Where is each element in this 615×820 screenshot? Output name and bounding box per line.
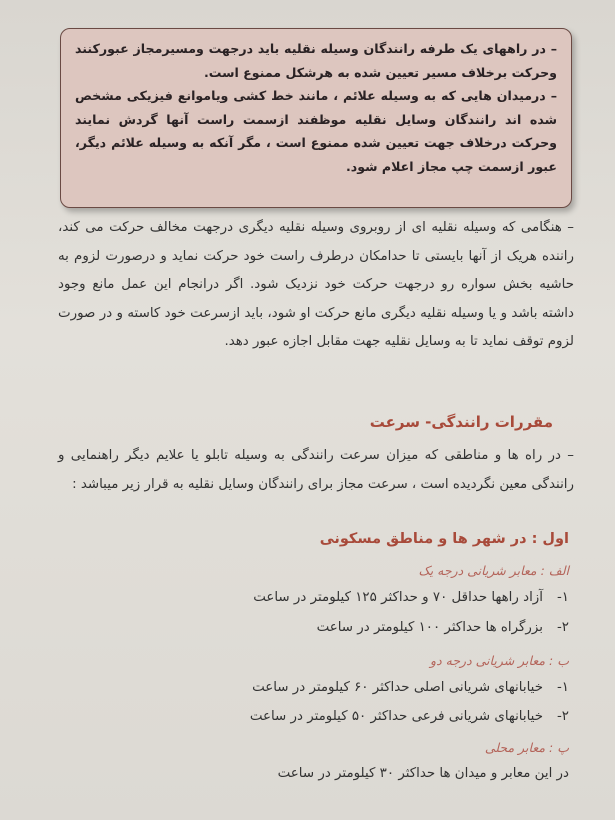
highlight-note-box <box>60 28 572 208</box>
paragraph-speed-limits-intro <box>58 442 574 499</box>
paragraph-speed-intro-text: – در راه ها و مناطقی که میزان سرعت رانندگی به وسیله تابلو یا علایم دیگر راهنمایی و رانندگی معین نگردیده است ، سرعت مجاز برای رانندگان وسایل نقلیه به قرار زیر میباشد : <box>58 448 574 492</box>
list-item-number: ۱- <box>556 680 569 695</box>
paragraph-oncoming-text: – هنگامی که وسیله نقلیه ای از روبروی وسیله نقلیه دیگری درجهت مخالف حرکت می کند، راننده هریک از آنها بایستی تا حدامکان درطرف راست خود حرکت نماید و درصورت لزوم به حاشیه بخش سواره رو درجهت حرکت خود نزدیک شود. اگر درانجام این عمل مانع وجود داشته باشد و یا وسیله نقلیه دیگری مانع حرکت او شود، باید ازسرعت خود کاسته و در صورت لزوم توقف نماید تا به وسایل نقلیه جهت مقابل اجازه عبور دهد. <box>58 220 574 349</box>
note-paragraph-one-way-roads: – در راههای یک طرفه رانندگان وسیله نقلیه باید درجهت ومسیرمجاز عبورکنند وحرکت برخلاف مسیر تعیین شده به هرشکل ممنوع است. <box>75 41 557 80</box>
list-item-number: ۲- <box>556 620 569 635</box>
list-item-minor-arterial-streets <box>250 709 569 724</box>
list-item-number: ۲- <box>556 709 569 724</box>
note-paragraph-roundabouts: – درمیدان هایی که به وسیله علائم ، مانند خط کشی ویاموانع فیزیکی مشخص شده اند رانندگان وسایل نقلیه موظفند ازسمت راست آنها گردش نمایند وحرکت درخلاف جهت تعیین شده ممنوع است ، مگر آنکه به وسیله علائم دیگر، عبور ازسمت چپ مجاز اعلام شود. <box>75 88 557 174</box>
paragraph-oncoming-vehicles <box>58 214 574 357</box>
list-item-number: ۱- <box>556 590 569 605</box>
category-arterial-grade-two: ب : معابر شریانی درجه دو <box>430 653 569 668</box>
list-item-highways <box>317 620 569 635</box>
list-item-text: خیابانهای شریانی اصلی حداکثر ۶۰ کیلومتر در ساعت <box>252 680 543 695</box>
list-item-text: آزاد راهها حداقل ۷۰ و حداکثر ۱۲۵ کیلومتر در ساعت <box>253 590 543 605</box>
list-item-freeways <box>253 590 569 605</box>
section-heading-speed: مقررات رانندگی- سرعت <box>369 413 553 431</box>
sub-heading-urban-areas: اول : در شهر ها و مناطق مسکونی <box>319 531 569 547</box>
category-local-streets: پ : معابر محلی <box>484 740 569 755</box>
category-arterial-grade-one: الف : معابر شریانی درجه یک <box>418 563 569 578</box>
list-item-text: خیابانهای شریانی فرعی حداکثر ۵۰ کیلومتر در ساعت <box>249 709 543 724</box>
list-item-text: بزرگراه ها حداکثر ۱۰۰ کیلومتر در ساعت <box>316 620 543 635</box>
list-item-main-arterial-streets <box>252 680 569 695</box>
list-item-local-streets <box>278 766 569 781</box>
list-item-text: در این معابر و میدان ها حداکثر ۳۰ کیلومتر در ساعت <box>277 766 569 781</box>
